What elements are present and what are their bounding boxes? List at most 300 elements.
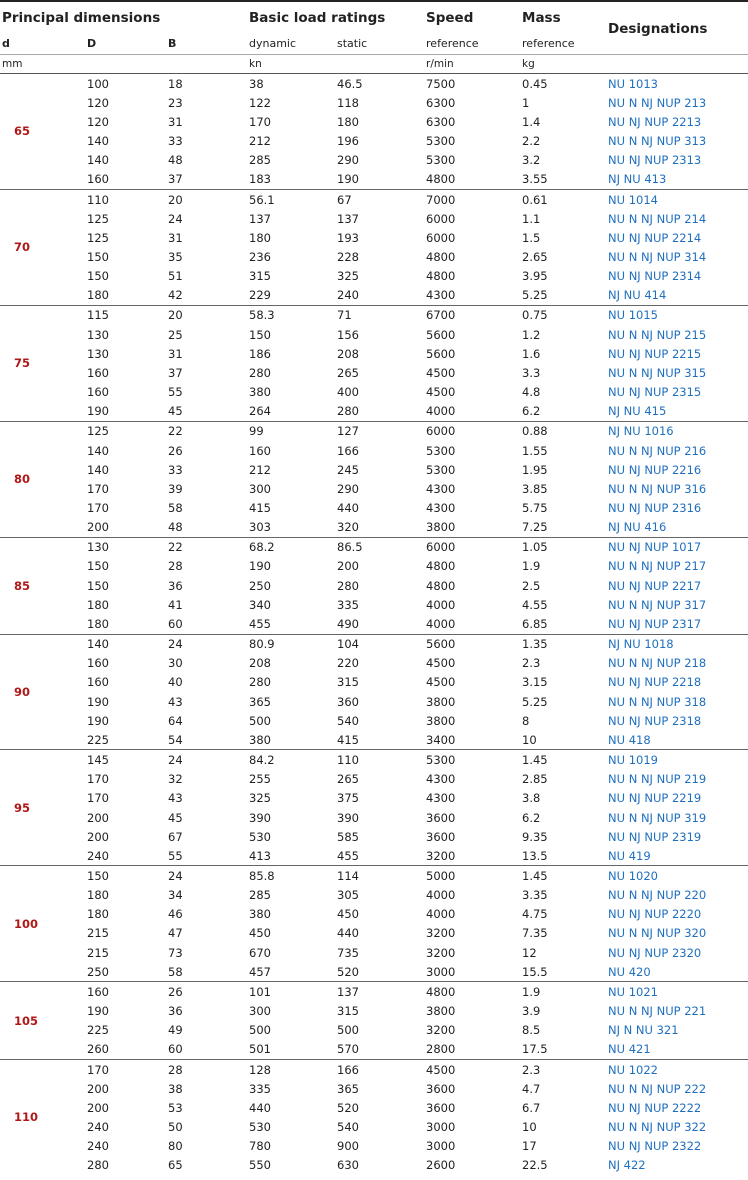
width-cell: 40 [168,675,183,690]
dynamic-load-cell: 99 [247,421,335,441]
table-row [0,654,748,673]
reference-speed-cell: 4800 [424,982,520,1002]
reference-speed-cell: 4000 [426,404,456,419]
reference-speed-cell: 3600 [426,810,456,825]
static-load-cell: 290 [337,481,359,496]
reference-speed-cell: 3000 [426,1120,456,1135]
dynamic-load-cell: 255 [249,772,271,787]
width-cell: 31 [168,230,183,245]
static-load-cell: 137 [337,211,359,226]
designations-header: Designations [606,1,748,55]
mass-cell: 8 [522,713,530,728]
designation-link[interactable]: NU 1021 [606,982,748,1002]
outer-diameter-cell: 240 [87,848,109,863]
dynamic-header: dynamic [249,36,297,50]
mass-cell: 1.95 [522,462,548,477]
outer-diameter-cell: 170 [87,772,109,787]
table-row [0,421,748,441]
reference-speed-cell: 2800 [426,1042,456,1057]
mass-cell: 4.8 [522,385,541,400]
mass-cell: 1.4 [522,114,541,129]
outer-diameter-cell: 150 [87,269,109,284]
reference-speed-cell: 4500 [426,675,456,690]
table-row [0,363,748,382]
static-load-cell: 500 [337,1023,359,1038]
designation-link[interactable]: NU N NJ NUP 215 [608,327,707,342]
dynamic-load-cell: 122 [249,95,271,110]
dynamic-load-cell: 229 [249,288,271,303]
mass-reference-header: reference [522,36,575,50]
dynamic-load-cell: 170 [249,114,271,129]
designation-link[interactable]: NU NJ NUP 2220 [608,907,702,922]
designation-link[interactable]: NJ N NU 321 [608,1023,679,1038]
width-cell: 24 [168,211,183,226]
dynamic-load-cell: 285 [249,153,271,168]
basic-load-ratings-header: Basic load ratings [247,1,424,32]
reference-speed-cell: 6000 [426,230,456,245]
bore-diameter-cell: 80 [0,421,85,537]
width-cell: 36 [168,1004,183,1019]
reference-speed-cell: 5600 [426,346,456,361]
outer-diameter-cell: 180 [87,888,109,903]
designation-link[interactable]: NU NJ NUP 2313 [608,153,702,168]
designation-link[interactable]: NU NJ NUP 2217 [608,578,702,593]
dynamic-load-cell: 150 [249,327,271,342]
table-row [0,750,748,770]
designation-link[interactable]: NU NJ NUP 1017 [606,537,748,557]
dynamic-load-cell: 264 [249,404,271,419]
mass-cell: 17 [522,1139,537,1154]
dynamic-load-cell: 365 [249,694,271,709]
mass-cell: 8.5 [522,1023,541,1038]
reference-speed-cell: 6300 [426,114,456,129]
designation-link[interactable]: NU N NJ NUP 317 [608,597,707,612]
mass-cell: 7.35 [522,926,548,941]
width-cell: 28 [168,559,183,574]
reference-speed-cell: 4300 [426,791,456,806]
bore-diameter-cell: 85 [0,537,85,634]
designation-link[interactable]: NU 421 [608,1042,651,1057]
width-cell: 18 [166,74,247,94]
outer-diameter-cell: 150 [87,578,109,593]
designation-link[interactable]: NU NJ NUP 2214 [608,230,702,245]
reference-speed-cell: 4800 [426,172,456,187]
width-cell: 43 [168,694,183,709]
static-load-cell: 118 [337,95,359,110]
static-load-cell: 208 [337,346,359,361]
designation-link[interactable]: NJ NU 1016 [606,421,748,441]
width-cell: 30 [168,656,183,671]
static-load-cell: 315 [337,675,359,690]
outer-diameter-cell: 200 [87,810,109,825]
table-header [0,1,748,74]
outer-diameter-cell: 100 [85,74,166,94]
designation-link[interactable]: NJ NU 1018 [606,634,748,654]
table-row [0,1002,748,1021]
table-row [0,692,748,711]
dynamic-load-cell: 413 [249,848,271,863]
dynamic-load-cell: 80.9 [247,634,335,654]
table-row [0,905,748,924]
outer-diameter-cell: 130 [85,537,166,557]
outer-diameter-cell: 190 [87,404,109,419]
outer-diameter-cell: 240 [87,1139,109,1154]
outer-diameter-cell: 225 [87,1023,109,1038]
reference-speed-cell: 3400 [426,732,456,747]
reference-speed-cell: 4800 [426,578,456,593]
width-cell: 55 [168,848,183,863]
width-cell: 65 [168,1158,183,1173]
mass-cell: 0.61 [520,189,606,209]
dynamic-load-cell: 780 [249,1139,271,1154]
width-cell: 46 [168,907,183,922]
designation-link[interactable]: NU NJ NUP 2315 [608,385,702,400]
designation-link[interactable]: NU NJ NUP 2216 [608,462,702,477]
reference-speed-cell: 5300 [426,462,456,477]
outer-diameter-cell: 260 [87,1042,109,1057]
designation-link[interactable]: NJ 422 [608,1158,646,1173]
width-cell: 36 [168,578,183,593]
table-row [0,614,748,634]
designation-link[interactable]: NU NJ NUP 2218 [608,675,702,690]
designation-link[interactable]: NU N NJ NUP 315 [608,365,707,380]
d-header: d [2,36,10,50]
designation-link[interactable]: NU N NJ NUP 220 [608,888,707,903]
table-row [0,982,748,1002]
table-row [0,576,748,595]
designation-link[interactable]: NU NJ NUP 2319 [608,829,702,844]
dynamic-load-cell: 455 [249,616,271,631]
table-row [0,1156,748,1175]
mass-cell: 1.35 [520,634,606,654]
mass-cell: 3.55 [522,172,548,187]
designation-link[interactable]: NU N NJ NUP 319 [608,810,707,825]
designation-link[interactable]: NU N NJ NUP 214 [608,211,707,226]
designation-link[interactable]: NU N NJ NUP 314 [608,249,707,264]
mass-cell: 0.45 [520,74,606,94]
table-body [0,74,748,1175]
designation-link[interactable]: NU NJ NUP 2316 [608,501,702,516]
mass-cell: 12 [522,945,537,960]
outer-diameter-cell: 170 [85,1059,166,1079]
width-cell: 64 [168,713,183,728]
outer-diameter-cell: 215 [87,945,109,960]
table-row [0,112,748,131]
static-load-cell: 46.5 [335,74,424,94]
reference-speed-cell: 4800 [426,559,456,574]
mass-cell: 2.65 [522,249,548,264]
table-row [0,711,748,730]
outer-diameter-cell: 200 [87,520,109,535]
width-cell: 24 [166,866,247,886]
reference-speed-cell: 4000 [426,597,456,612]
bore-diameter-cell: 90 [0,634,85,750]
width-cell: 37 [168,365,183,380]
mass-cell: 2.2 [522,134,541,149]
dynamic-load-cell: 300 [249,481,271,496]
reference-speed-cell: 4000 [426,907,456,922]
reference-speed-cell: 3200 [426,945,456,960]
table-row [0,886,748,905]
designation-link[interactable]: NU N NJ NUP 222 [608,1081,707,1096]
static-load-cell: 540 [337,1120,359,1135]
table-row [0,846,748,866]
mass-cell: 1.2 [522,327,541,342]
reference-speed-cell: 6300 [426,95,456,110]
width-cell: 38 [168,1081,183,1096]
dynamic-load-cell: 84.2 [247,750,335,770]
table-row [0,131,748,150]
static-load-cell: 335 [337,597,359,612]
static-load-cell: 86.5 [335,537,424,557]
static-load-cell: 325 [337,269,359,284]
mass-cell: 5.25 [522,288,548,303]
designation-link[interactable]: NU NJ NUP 2219 [608,791,702,806]
designation-link[interactable]: NU NJ NUP 2222 [608,1100,702,1115]
bore-diameter-cell: 95 [0,750,85,866]
designation-link[interactable]: NU 1014 [606,189,748,209]
dynamic-load-cell: 325 [249,791,271,806]
dynamic-load-cell: 457 [249,964,271,979]
mass-header: Mass [520,1,606,32]
static-load-cell: 166 [335,1059,424,1079]
designation-link[interactable]: NU N NJ NUP 213 [608,95,707,110]
reference-speed-cell: 5600 [424,634,520,654]
designation-link[interactable]: NU 1020 [606,866,748,886]
outer-diameter-cell: 130 [87,346,109,361]
mass-cell: 1.1 [522,211,541,226]
static-load-cell: 193 [337,230,359,245]
reference-speed-cell: 6000 [424,537,520,557]
designation-link[interactable]: NU 1019 [606,750,748,770]
dynamic-load-cell: 500 [249,713,271,728]
reference-speed-cell: 4300 [426,481,456,496]
designation-link[interactable]: NU NJ NUP 2318 [608,713,702,728]
designation-link[interactable]: NJ NU 414 [608,288,667,303]
dynamic-load-cell: 380 [249,732,271,747]
reference-speed-cell: 4000 [426,616,456,631]
outer-diameter-cell: 180 [87,597,109,612]
mass-cell: 0.88 [520,421,606,441]
mass-cell: 1.5 [522,230,541,245]
static-load-cell: 630 [337,1158,359,1173]
mass-cell: 3.9 [522,1004,541,1019]
dynamic-load-cell: 280 [249,675,271,690]
outer-diameter-cell: 140 [87,153,109,168]
dynamic-load-cell: 183 [249,172,271,187]
reference-speed-cell: 6700 [424,305,520,325]
designation-link[interactable]: NU N NJ NUP 221 [608,1004,707,1019]
designation-link[interactable]: NU N NJ NUP 320 [608,926,707,941]
table-row [0,383,748,402]
designation-link[interactable]: NU 1015 [606,305,748,325]
width-cell: 20 [166,189,247,209]
designation-link[interactable]: NJ NU 413 [608,172,667,187]
mass-cell: 10 [522,732,537,747]
width-cell: 53 [168,1100,183,1115]
outer-diameter-cell: 160 [87,656,109,671]
static-load-cell: 360 [337,694,359,709]
table-row [0,228,748,247]
mass-cell: 7.25 [522,520,548,535]
reference-speed-cell: 3200 [426,848,456,863]
width-cell: 33 [168,134,183,149]
outer-diameter-cell: 150 [85,866,166,886]
table-row [0,402,748,422]
static-load-cell: 166 [337,443,359,458]
outer-diameter-cell: 190 [87,713,109,728]
designation-link[interactable]: NJ NU 415 [608,404,667,419]
designation-link[interactable]: NU 1013 [606,74,748,94]
dynamic-load-cell: 300 [249,1004,271,1019]
designation-link[interactable]: NU N NJ NUP 218 [608,656,707,671]
outer-diameter-cell: 280 [87,1158,109,1173]
static-load-cell: 520 [337,964,359,979]
width-cell: 23 [168,95,183,110]
designation-link[interactable]: NU N NJ NUP 318 [608,694,707,709]
dynamic-load-cell: 160 [249,443,271,458]
dynamic-load-cell: 280 [249,365,271,380]
width-cell: 45 [168,404,183,419]
width-cell: 58 [168,964,183,979]
table-row [0,518,748,538]
outer-diameter-cell: 140 [87,134,109,149]
outer-diameter-cell: 170 [87,501,109,516]
table-row [0,673,748,692]
mass-cell: 1 [522,95,530,110]
mass-cell: 1.9 [520,982,606,1002]
table-row [0,827,748,846]
outer-diameter-cell: 160 [85,982,166,1002]
outer-diameter-header: D [87,36,97,50]
reference-speed-cell: 7500 [424,74,520,94]
width-cell: 42 [168,288,183,303]
reference-speed-cell: 4500 [426,385,456,400]
static-load-cell: 228 [337,249,359,264]
mass-cell: 2.5 [522,578,541,593]
table-row [0,1098,748,1117]
dynamic-load-cell: 335 [249,1081,271,1096]
width-cell: 22 [166,537,247,557]
designation-link[interactable]: NU NJ NUP 2213 [608,114,702,129]
designation-link[interactable]: NU N NJ NUP 216 [608,443,707,458]
designation-link[interactable]: NU NJ NUP 2322 [608,1139,702,1154]
static-load-cell: 320 [337,520,359,535]
static-load-cell: 585 [337,829,359,844]
table-row [0,943,748,962]
designation-link[interactable]: NU N NJ NUP 313 [608,134,707,149]
outer-diameter-cell: 170 [87,481,109,496]
designation-link[interactable]: NU 418 [608,732,651,747]
outer-diameter-cell: 200 [87,829,109,844]
dynamic-load-cell: 500 [249,1023,271,1038]
mass-cell: 1.45 [520,866,606,886]
static-header: static [337,36,368,50]
mass-cell: 10 [522,1120,537,1135]
designation-link[interactable]: NU N NJ NUP 322 [608,1120,707,1135]
mass-cell: 17.5 [522,1042,548,1057]
static-load-cell: 180 [337,114,359,129]
table-row [0,325,748,344]
width-cell: 45 [168,810,183,825]
designation-link[interactable]: NU 419 [608,848,651,863]
static-load-cell: 540 [337,713,359,728]
mass-cell: 15.5 [522,964,548,979]
designation-link[interactable]: NU N NJ NUP 219 [608,772,707,787]
static-load-cell: 365 [337,1081,359,1096]
table-row [0,1137,748,1156]
designation-link[interactable]: NU N NJ NUP 217 [608,559,707,574]
designation-link[interactable]: NU NJ NUP 2215 [608,346,702,361]
static-load-cell: 490 [337,616,359,631]
designation-link[interactable]: NU NJ NUP 2314 [608,269,702,284]
dynamic-load-cell: 530 [249,829,271,844]
width-cell: 34 [168,888,183,903]
table-row [0,93,748,112]
width-cell: 20 [166,305,247,325]
dynamic-load-cell: 56.1 [247,189,335,209]
static-load-cell: 245 [337,462,359,477]
outer-diameter-cell: 140 [85,634,166,654]
designation-link[interactable]: NJ NU 416 [608,520,667,535]
outer-diameter-cell: 120 [87,95,109,110]
static-load-cell: 104 [335,634,424,654]
speed-reference-header: reference [426,36,479,50]
designation-link[interactable]: NU NJ NUP 2320 [608,945,702,960]
unit-rpm: r/min [424,55,520,74]
mass-cell: 6.2 [522,810,541,825]
table-row [0,74,748,94]
reference-speed-cell: 5300 [426,443,456,458]
width-cell: 26 [166,982,247,1002]
table-row [0,595,748,614]
static-load-cell: 900 [337,1139,359,1154]
mass-cell: 1.05 [520,537,606,557]
reference-speed-cell: 3800 [426,1004,456,1019]
static-load-cell: 280 [337,578,359,593]
outer-diameter-cell: 180 [87,616,109,631]
outer-diameter-cell: 215 [87,926,109,941]
reference-speed-cell: 4300 [426,288,456,303]
designation-link[interactable]: NU NJ NUP 2317 [608,616,702,631]
width-cell: 55 [168,385,183,400]
static-load-cell: 450 [337,907,359,922]
width-cell: 35 [168,249,183,264]
designation-link[interactable]: NU N NJ NUP 316 [608,481,707,496]
reference-speed-cell: 4800 [426,249,456,264]
width-cell: 48 [168,153,183,168]
table-row [0,209,748,228]
static-load-cell: 315 [337,1004,359,1019]
static-load-cell: 440 [337,926,359,941]
width-cell: 73 [168,945,183,960]
width-cell: 48 [168,520,183,535]
dynamic-load-cell: 390 [249,810,271,825]
dynamic-load-cell: 250 [249,578,271,593]
reference-speed-cell: 5300 [426,153,456,168]
mass-cell: 3.15 [522,675,548,690]
reference-speed-cell: 3600 [426,1100,456,1115]
static-load-cell: 156 [337,327,359,342]
reference-speed-cell: 4300 [426,501,456,516]
designation-link[interactable]: NU 420 [608,964,651,979]
reference-speed-cell: 3600 [426,829,456,844]
static-load-cell: 305 [337,888,359,903]
mass-cell: 4.55 [522,597,548,612]
reference-speed-cell: 2600 [426,1158,456,1173]
designation-link[interactable]: NU 1022 [606,1059,748,1079]
table-row [0,557,748,576]
